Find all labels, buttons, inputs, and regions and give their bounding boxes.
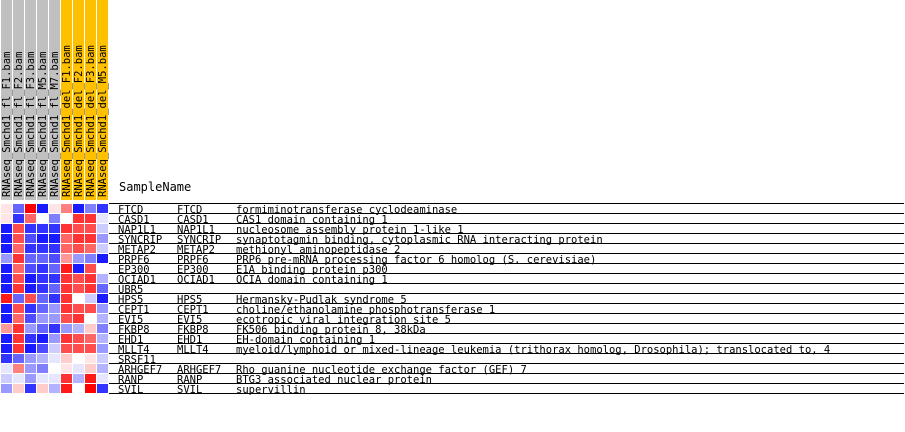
row-symbol: FKBP8 (118, 324, 150, 336)
heatmap-cell (97, 254, 108, 263)
row-symbol: PRPF6 (118, 254, 150, 266)
heatmap-cell (37, 364, 48, 373)
heatmap-cell (61, 294, 72, 303)
row-description: BTG3 associated nuclear protein (236, 374, 432, 386)
row-symbol: SYNCRIP (118, 234, 163, 246)
heatmap-cell (73, 384, 84, 393)
heatmap-cell (73, 344, 84, 353)
heatmap-cell (1, 344, 12, 353)
row-gene: FKBP8 (177, 324, 209, 336)
heatmap-cells (1, 204, 108, 393)
heatmap-cell (61, 384, 72, 393)
heatmap-cell (73, 214, 84, 223)
heatmap-cell (37, 244, 48, 253)
column-headers (1, 0, 109, 200)
heatmap-cell (37, 284, 48, 293)
heatmap-cell (97, 224, 108, 233)
heatmap-cell (85, 324, 96, 333)
row-symbol: RANP (118, 374, 144, 386)
heatmap-cell (1, 264, 12, 273)
heatmap-cell (1, 284, 12, 293)
row-gene: RANP (177, 374, 203, 386)
heatmap-cell (61, 304, 72, 313)
heatmap-cell (49, 354, 60, 363)
row-description: nucleosome assembly protein 1-like 1 (236, 224, 464, 236)
column-header-label: RNAseq_Smchd1_del_F2.bam (73, 45, 85, 197)
heatmap-cell (85, 314, 96, 323)
heatmap-cell (13, 354, 24, 363)
heatmap-cell (73, 204, 84, 213)
heatmap-cell (25, 344, 36, 353)
heatmap-cell (13, 214, 24, 223)
row-symbol: UBR5 (118, 284, 144, 296)
heatmap-cell (37, 294, 48, 303)
heatmap-cell (97, 364, 108, 373)
heatmap-cell (97, 264, 108, 273)
row-symbol: NAP1L1 (118, 224, 156, 236)
column-header-label: RNAseq_Smchd1_fl_F3.bam (25, 51, 37, 197)
heatmap-cell (61, 344, 72, 353)
row-symbol: HPS5 (118, 294, 144, 306)
row-gene: CEPT1 (177, 304, 209, 316)
heatmap-cell (25, 264, 36, 273)
row-labels (109, 204, 904, 397)
heatmap-cell (13, 314, 24, 323)
heatmap-cell (49, 274, 60, 283)
heatmap-cell (49, 314, 60, 323)
row-description: EH-domain containing 1 (236, 334, 376, 346)
row-description: Rho guanine nucleotide exchange factor (GEF) 7 (236, 364, 527, 376)
heatmap-cell (13, 224, 24, 233)
row-description: supervillin (236, 384, 306, 396)
heatmap-cell (49, 234, 60, 243)
heatmap-cell (37, 254, 48, 263)
heatmap-cell (25, 224, 36, 233)
column-header-label: RNAseq_Smchd1_fl_F2.bam (13, 51, 25, 197)
heatmap-cell (13, 334, 24, 343)
heatmap-cell (13, 384, 24, 393)
heatmap-cell (1, 374, 12, 383)
heatmap-cell (85, 264, 96, 273)
heatmap-cell (49, 214, 60, 223)
heatmap-cell (1, 314, 12, 323)
row-gene: OCIAD1 (177, 274, 215, 286)
heatmap-cell (13, 254, 24, 263)
heatmap-cell (85, 284, 96, 293)
row-description: Hermansky-Pudlak syndrome 5 (236, 294, 407, 306)
heatmap-cell (61, 254, 72, 263)
heatmap-cell (1, 324, 12, 333)
row-gene: EHD1 (177, 334, 203, 346)
heatmap-cell (85, 274, 96, 283)
row-gene: EP300 (177, 264, 209, 276)
heatmap-cell (85, 234, 96, 243)
heatmap-cell (97, 214, 108, 223)
row-description: choline/ethanolamine phosphotransferase 1 (236, 304, 496, 316)
row-gene: EVI5 (177, 314, 203, 326)
heatmap-cell (25, 374, 36, 383)
heatmap-cell (73, 334, 84, 343)
column-header-label: RNAseq_Smchd1_del_F1.bam (61, 45, 73, 197)
heatmap-cell (85, 304, 96, 313)
heatmap-cell (97, 244, 108, 253)
heatmap-cell (49, 294, 60, 303)
heatmap-cell (85, 374, 96, 383)
heatmap-cell (1, 224, 12, 233)
heatmap-cell (85, 384, 96, 393)
heatmap-cell (73, 254, 84, 263)
heatmap-cell (1, 274, 12, 283)
heatmap-cell (13, 304, 24, 313)
heatmap-cell (61, 214, 72, 223)
heatmap-cell (37, 314, 48, 323)
heatmap-cell (49, 384, 60, 393)
heatmap-cell (37, 204, 48, 213)
row-symbol: MLLT4 (118, 344, 150, 356)
heatmap-cell (97, 374, 108, 383)
heatmap-cell (85, 204, 96, 213)
heatmap-cell (13, 234, 24, 243)
heatmap-cell (1, 254, 12, 263)
heatmap-cell (25, 384, 36, 393)
heatmap-cell (61, 314, 72, 323)
heatmap-cell (61, 364, 72, 373)
heatmap-cell (61, 274, 72, 283)
heatmap-cell (61, 264, 72, 273)
heatmap-cell (37, 264, 48, 273)
heatmap-cell (61, 244, 72, 253)
heatmap-cell (37, 334, 48, 343)
heatmap-cell (25, 234, 36, 243)
heatmap-cell (97, 304, 108, 313)
heatmap-cell (37, 304, 48, 313)
heatmap-cell (1, 334, 12, 343)
row-symbol: METAP2 (118, 244, 156, 256)
heatmap-cell (73, 314, 84, 323)
heatmap-cell (49, 204, 60, 213)
heatmap-cell (85, 224, 96, 233)
row-gene: FTCD (177, 204, 203, 216)
heatmap-cell (73, 354, 84, 363)
heatmap-cell (13, 344, 24, 353)
heatmap-cell (73, 284, 84, 293)
heatmap-cell (85, 364, 96, 373)
column-header-label: RNAseq_Smchd1_fl_F1.bam (1, 51, 13, 197)
heatmap-cell (73, 224, 84, 233)
row-description: ecotropic viral integration site 5 (236, 314, 451, 326)
heatmap-cell (73, 374, 84, 383)
heatmap-cell (61, 224, 72, 233)
heatmap-cell (97, 204, 108, 213)
heatmap-cell (37, 274, 48, 283)
row-symbol: SRSF11 (118, 354, 156, 366)
heatmap-cell (37, 374, 48, 383)
heatmap-cell (37, 384, 48, 393)
row-symbol: EVI5 (118, 314, 144, 326)
heatmap-cell (1, 234, 12, 243)
heatmap-cell (13, 324, 24, 333)
row-description: synaptotagmin binding, cytoplasmic RNA interacting protein (236, 234, 603, 246)
heatmap-cell (49, 304, 60, 313)
heatmap-cell (25, 274, 36, 283)
heatmap-cell (85, 294, 96, 303)
heatmap-cell (73, 294, 84, 303)
heatmap-cell (85, 354, 96, 363)
row-description: myeloid/lymphoid or mixed-lineage leukemia (trithorax homolog, Drosophila); translocated to, 4 (236, 344, 831, 356)
row-gene: SVIL (177, 384, 203, 396)
row-gene: CASD1 (177, 214, 209, 226)
heatmap-cell (85, 214, 96, 223)
heatmap-cell (61, 324, 72, 333)
heatmap-cell (1, 384, 12, 393)
heatmap-cell (13, 374, 24, 383)
heatmap-cell (13, 294, 24, 303)
heatmap-cell (37, 234, 48, 243)
row-description: E1A binding protein p300 (236, 264, 388, 276)
column-header-label: RNAseq_Smchd1_del_M5.bam (97, 45, 109, 197)
heatmap-cell (49, 284, 60, 293)
row-gene: MLLT4 (177, 344, 209, 356)
row-symbol: CASD1 (118, 214, 150, 226)
heatmap-cell (25, 304, 36, 313)
heatmap-cell (1, 354, 12, 363)
heatmap-cell (85, 334, 96, 343)
heatmap-cell (73, 324, 84, 333)
row-gene: ARHGEF7 (177, 364, 222, 376)
heatmap-cell (13, 364, 24, 373)
row-header-label: SampleName (119, 180, 192, 194)
heatmap-cell (73, 234, 84, 243)
row-gene: NAP1L1 (177, 224, 215, 236)
heatmap-cell (97, 384, 108, 393)
heatmap-cell (37, 224, 48, 233)
heatmap-cell (49, 344, 60, 353)
heatmap-cell (97, 344, 108, 353)
heatmap-cell (85, 244, 96, 253)
heatmap-cell (25, 354, 36, 363)
heatmap-cell (1, 364, 12, 373)
heatmap-cell (37, 214, 48, 223)
heatmap-cell (85, 344, 96, 353)
heatmap-cell (97, 274, 108, 283)
heatmap-cell (25, 334, 36, 343)
heatmap-cell (25, 364, 36, 373)
row-description: PRP6 pre-mRNA processing factor 6 homolog (S. cerevisiae) (236, 254, 597, 266)
heatmap-cell (37, 344, 48, 353)
heatmap-cell (61, 284, 72, 293)
heatmap-cell (25, 214, 36, 223)
heatmap-cell (97, 324, 108, 333)
heatmap-cell (97, 354, 108, 363)
row-description: OCIA domain containing 1 (236, 274, 388, 286)
heatmap-cell (85, 254, 96, 263)
heatmap-cell (25, 254, 36, 263)
heatmap-cell (61, 354, 72, 363)
heatmap-cell (13, 244, 24, 253)
heatmap-cell (25, 294, 36, 303)
heatmap-cell (61, 234, 72, 243)
column-header-label: RNAseq_Smchd1_fl_M5.bam (37, 51, 49, 197)
row-symbol: EHD1 (118, 334, 144, 346)
row-gene: PRPF6 (177, 254, 209, 266)
heatmap-cell (25, 284, 36, 293)
heatmap-cell (25, 244, 36, 253)
heatmap-cell (37, 324, 48, 333)
heatmap-cell (1, 204, 12, 213)
heatmap-cell (1, 304, 12, 313)
heatmap-cell (25, 324, 36, 333)
heatmap-cell (1, 294, 12, 303)
heatmap-cell (49, 364, 60, 373)
heatmap-cell (25, 314, 36, 323)
heatmap-cell (49, 254, 60, 263)
heatmap-cell (49, 374, 60, 383)
heatmap-cell (97, 334, 108, 343)
heatmap-cell (73, 244, 84, 253)
heatmap-cell (73, 264, 84, 273)
row-symbol: SVIL (118, 384, 144, 396)
heatmap-cell (1, 214, 12, 223)
heatmap-cell (61, 374, 72, 383)
heatmap-cell (73, 304, 84, 313)
heatmap-cell (61, 204, 72, 213)
heatmap-cell (1, 244, 12, 253)
row-gene: SYNCRIP (177, 234, 222, 246)
row-symbol: OCIAD1 (118, 274, 156, 286)
heatmap-cell (13, 274, 24, 283)
heatmap-cell (97, 234, 108, 243)
row-symbol: EP300 (118, 264, 150, 276)
row-description: methionyl aminopeptidase 2 (236, 244, 401, 256)
heatmap-cell (73, 274, 84, 283)
heatmap-cell (13, 204, 24, 213)
heatmap-cell (13, 284, 24, 293)
heatmap-cell (49, 334, 60, 343)
row-description: FK506 binding protein 8, 38kDa (236, 324, 426, 336)
heatmap-cell (49, 324, 60, 333)
row-symbol: CEPT1 (118, 304, 150, 316)
row-description: CAS1 domain containing 1 (236, 214, 388, 226)
row-description: formiminotransferase cyclodeaminase (236, 204, 458, 216)
heatmap-cell (97, 314, 108, 323)
heatmap-cell (61, 334, 72, 343)
row-symbol: ARHGEF7 (118, 364, 163, 376)
heatmap-cell (49, 224, 60, 233)
row-gene: METAP2 (177, 244, 215, 256)
row-symbol: FTCD (118, 204, 144, 216)
heatmap-cell (49, 264, 60, 273)
heatmap-cell (13, 264, 24, 273)
heatmap-cell (97, 284, 108, 293)
heatmap-cell (49, 244, 60, 253)
heatmap-cell (73, 364, 84, 373)
column-header-label: RNAseq_Smchd1_fl_M7.bam (49, 51, 61, 197)
heatmap-cell (97, 294, 108, 303)
heatmap-cell (25, 204, 36, 213)
row-gene: HPS5 (177, 294, 203, 306)
column-header-label: RNAseq_Smchd1_del_F3.bam (85, 45, 97, 197)
heatmap-cell (37, 354, 48, 363)
